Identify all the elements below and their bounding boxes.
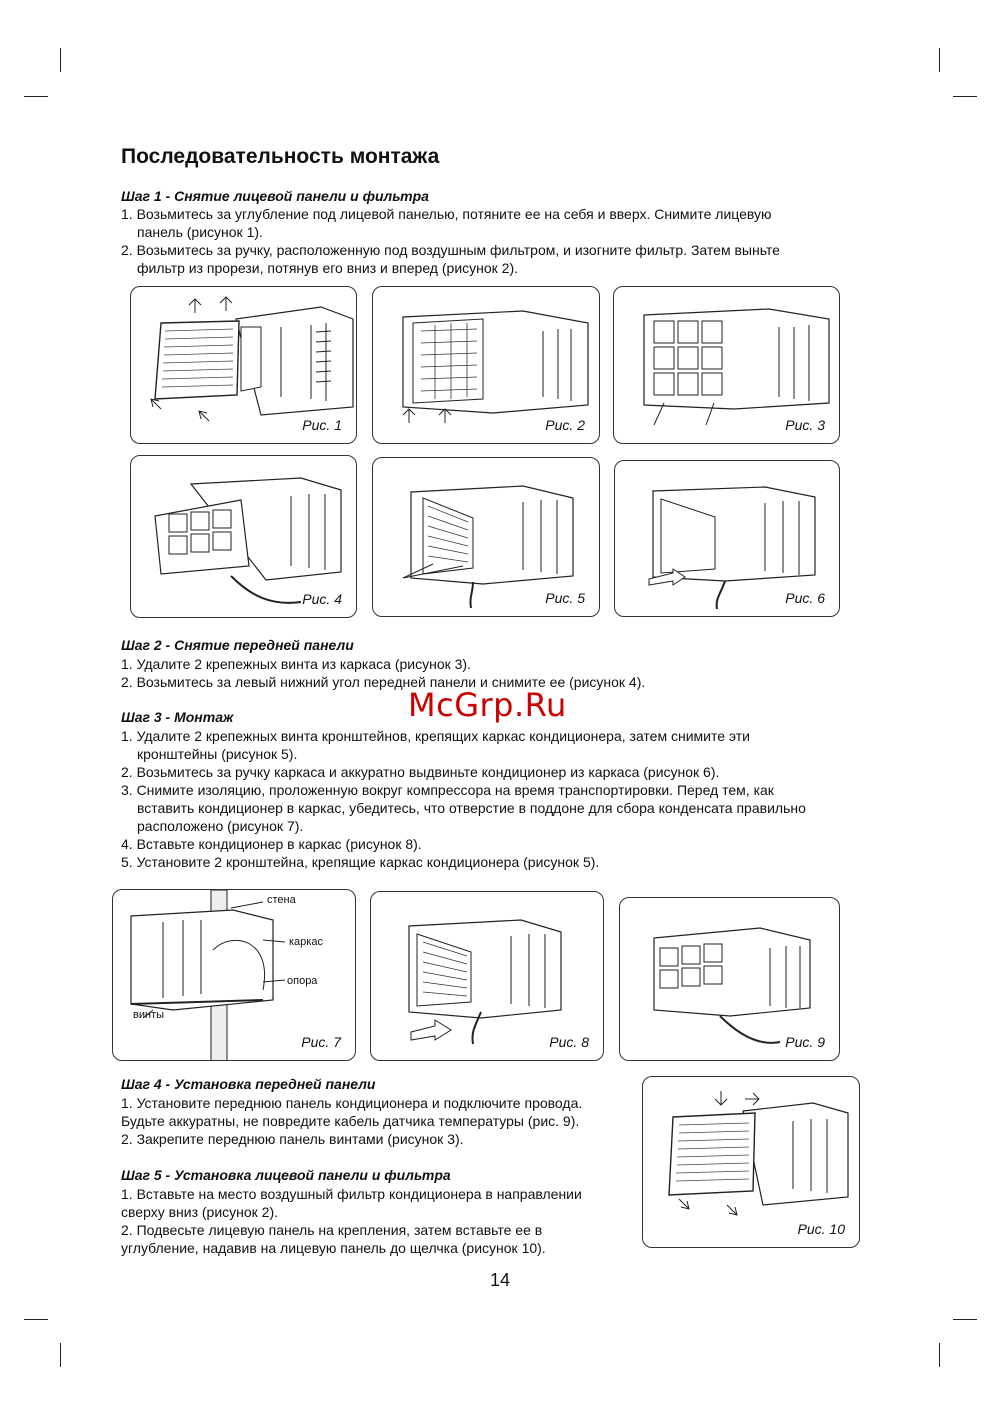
text-line: 4. Вставьте кондиционер в каркас (рисунок 8).	[121, 836, 422, 852]
crop-mark	[953, 96, 977, 97]
step1-text	[121, 205, 780, 277]
text-line: 1. Вставьте на место воздушный фильтр кондиционера в направлении	[121, 1186, 582, 1202]
text-line: панель (рисунок 1).	[137, 224, 263, 240]
text-line: расположено (рисунок 7).	[137, 818, 304, 834]
step2-title: Шаг 2 - Снятие передней панели	[121, 637, 354, 653]
step5-title: Шаг 5 - Установка лицевой панели и фильтра	[121, 1167, 451, 1183]
figure-caption: Рис. 4	[302, 591, 342, 607]
figure-caption: Рис. 3	[785, 417, 825, 433]
text-line: 1. Удалите 2 крепежных винта из каркаса (рисунок 3).	[121, 656, 471, 672]
figure-caption: Рис. 8	[549, 1034, 589, 1050]
figure-10	[642, 1076, 860, 1248]
step3-title: Шаг 3 - Монтаж	[121, 709, 234, 725]
figure-7	[112, 889, 356, 1061]
text-line: сверху вниз (рисунок 2).	[121, 1204, 279, 1220]
figure-9	[619, 897, 840, 1061]
step4-text	[121, 1094, 582, 1148]
figure-4	[130, 455, 357, 618]
text-line: 2. Возьмитесь за ручку каркаса и аккуратно выдвиньте кондиционер из каркаса (рисунок 6).	[121, 764, 720, 780]
text-line: 1. Возьмитесь за углубление под лицевой панелью, потяните ее на себя и вверх. Снимите лицевую	[121, 206, 772, 222]
figure-caption: Рис. 6	[785, 590, 825, 606]
figure-8	[370, 891, 604, 1061]
text-line: 2. Возьмитесь за левый нижний угол передней панели и снимите ее (рисунок 4).	[121, 674, 646, 690]
step5-text	[121, 1185, 582, 1257]
step3-text	[121, 727, 806, 871]
figure-5	[372, 457, 600, 617]
text-line: 1. Установите переднюю панель кондиционера и подключите провода.	[121, 1095, 583, 1111]
text-line: вставить кондиционер в каркас, убедитесь, что отверстие в поддоне для сбора конденсата правильно	[137, 800, 806, 816]
watermark: McGrp.Ru	[408, 686, 567, 724]
text-line: 1. Удалите 2 крепежных винта кронштейнов, крепящих каркас кондиционера, затем снимите эти	[121, 728, 750, 744]
page-number: 14	[490, 1270, 511, 1290]
figure-2	[372, 286, 600, 444]
crop-mark	[939, 48, 940, 72]
label-screws: винты	[133, 1009, 165, 1021]
text-line: 2. Закрепите переднюю панель винтами (рисунок 3).	[121, 1131, 464, 1147]
crop-mark	[60, 1343, 61, 1367]
text-line: 2. Возьмитесь за ручку, расположенную под воздушным фильтром, и изогните фильтр. Затем выньте	[121, 242, 780, 258]
crop-mark	[939, 1343, 940, 1367]
step1-title: Шаг 1 - Снятие лицевой панели и фильтра	[121, 188, 429, 204]
crop-mark	[60, 48, 61, 72]
crop-mark	[953, 1319, 977, 1320]
figure-caption: Рис. 5	[545, 590, 585, 606]
label-support: опора	[287, 975, 318, 987]
text-line: кронштейны (рисунок 5).	[137, 746, 298, 762]
figure-caption: Рис. 9	[785, 1034, 825, 1050]
text-line: 3. Снимите изоляцию, проложенную вокруг компрессора на время транспортировки. Перед тем, как	[121, 782, 774, 798]
label-frame: каркас	[289, 936, 323, 948]
figure-3	[613, 286, 840, 444]
page-title: Последовательность монтажа	[121, 145, 440, 168]
text-line: 5. Установите 2 кронштейна, крепящие каркас кондиционера (рисунок 5).	[121, 854, 600, 870]
crop-mark	[24, 1319, 48, 1320]
figure-1	[130, 286, 357, 444]
figure-caption: Рис. 2	[545, 417, 585, 433]
text-line: Будьте аккуратны, не повредите кабель датчика температуры (рис. 9).	[121, 1113, 580, 1129]
label-wall: стена	[267, 894, 296, 906]
step4-title: Шаг 4 - Установка передней панели	[121, 1076, 376, 1092]
crop-mark	[24, 96, 48, 97]
text-line: фильтр из прорези, потянув его вниз и вперед (рисунок 2).	[137, 260, 519, 276]
figure-caption: Рис. 1	[302, 417, 342, 433]
figure-caption: Рис. 10	[797, 1221, 845, 1237]
figure-6	[614, 460, 840, 617]
text-line: углубление, надавив на лицевую панель до щелчка (рисунок 10).	[121, 1240, 546, 1256]
figure-caption: Рис. 7	[301, 1034, 341, 1050]
text-line: 2. Подвесьте лицевую панель на крепления, затем вставьте ее в	[121, 1222, 543, 1238]
